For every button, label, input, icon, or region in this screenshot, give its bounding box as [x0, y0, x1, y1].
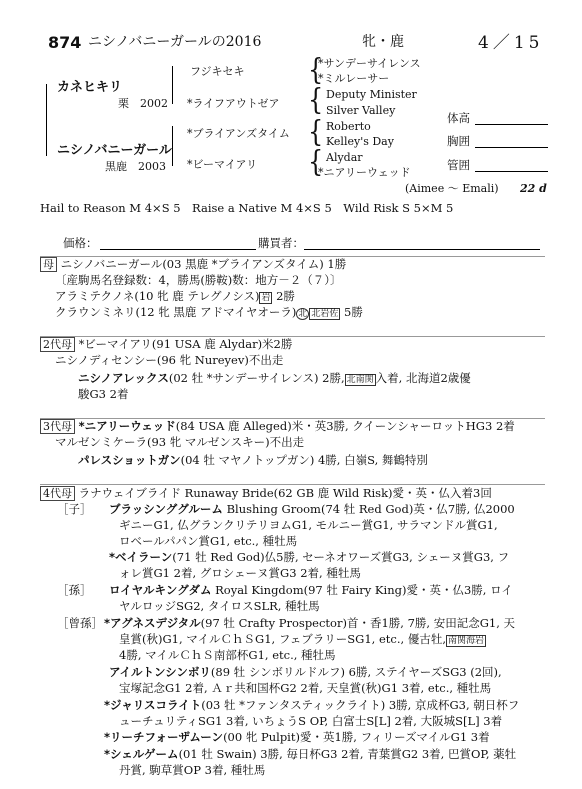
- c1-line-1: [109, 502, 515, 516]
- dam-line-3: [55, 289, 295, 304]
- dam-name: ニシノバニーガール: [57, 143, 172, 158]
- brace: {: [308, 83, 324, 117]
- g3-line-1-name: *ニアリーウェッド: [78, 419, 176, 433]
- section-label-g3: 3代母: [40, 419, 75, 434]
- gg1-line-1: [104, 616, 515, 630]
- brace: {: [308, 145, 324, 179]
- girth-label: 胸囲: [447, 134, 470, 148]
- region-tag: 南関海岩: [447, 636, 484, 646]
- g3-extra: (Aimee ～ Emali): [405, 182, 499, 195]
- girth-field[interactable]: [475, 147, 548, 148]
- gg1-line-3: 4勝, マイルＣｈＳ南部杯G1, etc., 種牡馬: [119, 648, 336, 662]
- g2-line-3-end: 入着, 北海道2歳優: [375, 371, 471, 385]
- price-label: 価格：: [63, 236, 98, 250]
- section-label-g4: 4代母: [40, 486, 75, 501]
- g2-dam-dam: *ビーマイアリ: [187, 158, 258, 171]
- g4-line-1: ラナウェイブライド Runaway Bride(62 GB 鹿 Wild Risk)愛・英・仏入着3回: [78, 486, 492, 500]
- grandchild-label: ［孫］: [57, 583, 92, 597]
- catalog-number: 874: [48, 33, 82, 52]
- section-label-dam: 母: [40, 257, 57, 272]
- g2-sire-sire: フジキセキ: [190, 65, 245, 78]
- g2-sire-dam: *ライフアウトゼア: [187, 97, 280, 110]
- bracket-line: [46, 84, 47, 156]
- g1-rest: Royal Kingdom(97 牡 Fairy King)愛・英・仏3勝, ロイ: [211, 583, 513, 597]
- g3-7: Alydar: [326, 151, 363, 164]
- g3-4: Silver Valley: [326, 104, 396, 117]
- cannon-field[interactable]: [475, 171, 548, 172]
- dam-line-2: 〔産駒馬名登録数：4，勝馬(勝鞍)数：地方－２（７）〕: [55, 273, 342, 287]
- gg2-rest: (89 牡 シンボリルドルフ) 6勝, ステイヤーズSG3 (2回),: [210, 665, 502, 679]
- gg5-line-1: [104, 747, 516, 761]
- g3-line-3: [78, 453, 428, 467]
- g2-line-2: ニシノディセンシー(96 牝 Nureyev)不出走: [55, 353, 284, 367]
- gg4-rest: (00 牝 Pulpit)愛・英1勝, フィリーズマイルG1 3着: [223, 730, 490, 744]
- gg2-line-2: 宝塚記念G1 2着, Ａｒ共和国杯G2 2着, 天皇賞(秋)G1 3着, etc., 種牡馬: [119, 681, 492, 695]
- region-tag: 北: [298, 309, 308, 319]
- divider: [40, 484, 545, 485]
- brace: {: [308, 53, 324, 87]
- gg1-name: *アグネスデジタル: [104, 616, 201, 630]
- gg2-line-1: [109, 665, 502, 679]
- g1-name: ロイヤルキングダム: [109, 583, 212, 597]
- g3-2: *ミルレーサー: [318, 72, 390, 85]
- gg1-line-2: [119, 632, 486, 647]
- section-label-g2: 2代母: [40, 337, 75, 352]
- child-label: ［子］: [57, 502, 92, 516]
- g3-3: Deputy Minister: [326, 88, 417, 101]
- g3-8: *ニアリーウェッド: [318, 166, 411, 179]
- gg3-name: *ジャリスコライト: [104, 698, 202, 712]
- g3-line-2: マルゼンミケーラ(93 牝 マルゼンスキー)不出走: [55, 435, 305, 449]
- dam-info: 黒鹿 2003: [105, 160, 166, 173]
- gg4-name: *リーチフォーザムーン: [104, 730, 224, 744]
- g2-line-3: [78, 371, 471, 386]
- g2-line-3-name: ニシノアレックス: [78, 371, 169, 385]
- cannon-label: 管囲: [447, 158, 470, 172]
- gg5-rest: (01 牡 Swain) 3勝, 毎日杯G3 2着, 青葉賞G2 3着, 巴賞OP, 薬牡: [178, 747, 517, 761]
- c2-rest: (71 牡 Red God)仏5勝, セーネオワーズ賞G3, シェーヌ賞G3, フ: [172, 550, 510, 564]
- gg5-line-2: 丹賞, 駒草賞OP 3着, 種牡馬: [119, 763, 266, 777]
- dam-line-3-end: 2勝: [272, 289, 295, 303]
- c1-line-3: ロベールパパン賞G1, etc., 種牡馬: [119, 534, 298, 548]
- gg3-line-2: ューチュリティSG1 3着, いちょうS OP, 白富士S[L] 2着, 大阪城S[L] 3着: [119, 714, 503, 728]
- g2-line-3-rest: (02 牡 *サンデーサイレンス) 2勝,: [168, 371, 345, 385]
- gg1-l2-text: 皇賞(秋)G1, マイルＣｈＳG1, フェブラリーSG1, etc., 優古牡,: [119, 632, 446, 646]
- buyer-label: 購買者：: [258, 236, 304, 250]
- c2-line-1: [109, 550, 509, 564]
- dam-line-4: [55, 305, 363, 320]
- region-tag: 北岩佐: [311, 309, 339, 319]
- g3-extra-date: 22 d: [520, 182, 547, 195]
- c2-line-2: ォレ賞G1 2着, グロシェーヌ賞G3 2着, 種牡馬: [119, 566, 361, 580]
- dam-line-4-end: 5勝: [340, 305, 363, 319]
- height-field[interactable]: [475, 124, 548, 125]
- sire-name: カネヒキリ: [57, 80, 123, 95]
- price-field[interactable]: [100, 249, 256, 250]
- dam-line-1: ニシノバニーガール(03 黒鹿 *ブライアンズタイム) 1勝: [60, 257, 347, 271]
- g2-line-1: *ビーマイアリ(91 USA 鹿 Alydar)米2勝: [78, 337, 293, 351]
- region-tag: 岩: [261, 293, 271, 303]
- g3-line-1-rest: (84 USA 鹿 Alleged)米・英3勝, クイーンシャーロットHG3 2着: [175, 419, 515, 433]
- c1-rest: Blushing Groom(74 牡 Red God)英・仏7勝, 仏2000: [222, 502, 515, 516]
- g3-line-3-rest: (04 牡 マヤノトップガン) 4勝, 白嶺S, 舞鶴特別: [180, 453, 428, 467]
- bracket-line: [172, 126, 173, 166]
- sire-info: 栗 2002: [118, 97, 168, 110]
- height-label: 体高: [447, 111, 470, 125]
- gg3-line-1: [104, 698, 519, 712]
- gg3-rest: (03 牡 *ファンタスティックライト) 3勝, 京成杯G3, 朝日杯フ: [201, 698, 520, 712]
- buyer-field[interactable]: [304, 249, 540, 250]
- g1-line-2: ヤルロッジSG2, タイロスSLR, 種牡馬: [119, 599, 320, 613]
- dam-line-4-text: クラウンミネリ(12 牝 黒鹿 アドマイヤオーラ): [55, 305, 297, 319]
- g2-line-4: 駿G3 2着: [78, 387, 129, 401]
- c1-name: ブラッシンググルーム: [109, 502, 223, 516]
- bracket-line: [172, 66, 173, 104]
- g3-line-3-name: パレスショットガン: [78, 453, 181, 467]
- greatgrandchild-label: ［曾孫］: [57, 616, 103, 630]
- sex-color: 牝・鹿: [362, 34, 404, 50]
- inbreeding: Hail to Reason M 4×S 5 Raise a Native M 4×S 5 Wild Risk S 5×M 5: [40, 201, 454, 215]
- birth-date: 4／15: [478, 33, 544, 53]
- g1-line-1: [109, 583, 513, 597]
- gg4-line-1: [104, 730, 490, 744]
- g3-5: Roberto: [326, 120, 371, 133]
- c2-name: *ベイラーン: [109, 550, 173, 564]
- c1-line-2: ギニーG1, 仏グランクリテリヨムG1, モルニー賞G1, サラマンドル賞G1,: [119, 518, 498, 532]
- g2-dam-sire: *ブライアンズタイム: [187, 127, 290, 140]
- dam-line-3-text: アラミテクノネ(10 牝 鹿 テレグノシス): [55, 289, 260, 303]
- horse-title: ニシノバニーガールの2016: [88, 34, 262, 50]
- region-tag: 北南関: [346, 375, 374, 385]
- gg1-rest: (97 牡 Crafty Prospector)首・香1勝, 7勝, 安田記念G1, 天: [200, 616, 516, 630]
- g3-1: *サンデーサイレンス: [318, 57, 421, 70]
- gg5-name: *シェルゲーム: [104, 747, 179, 761]
- g3-6: Kelley's Day: [326, 135, 394, 148]
- gg2-name: アイルトンシンボリ: [109, 665, 211, 679]
- brace: {: [308, 115, 324, 149]
